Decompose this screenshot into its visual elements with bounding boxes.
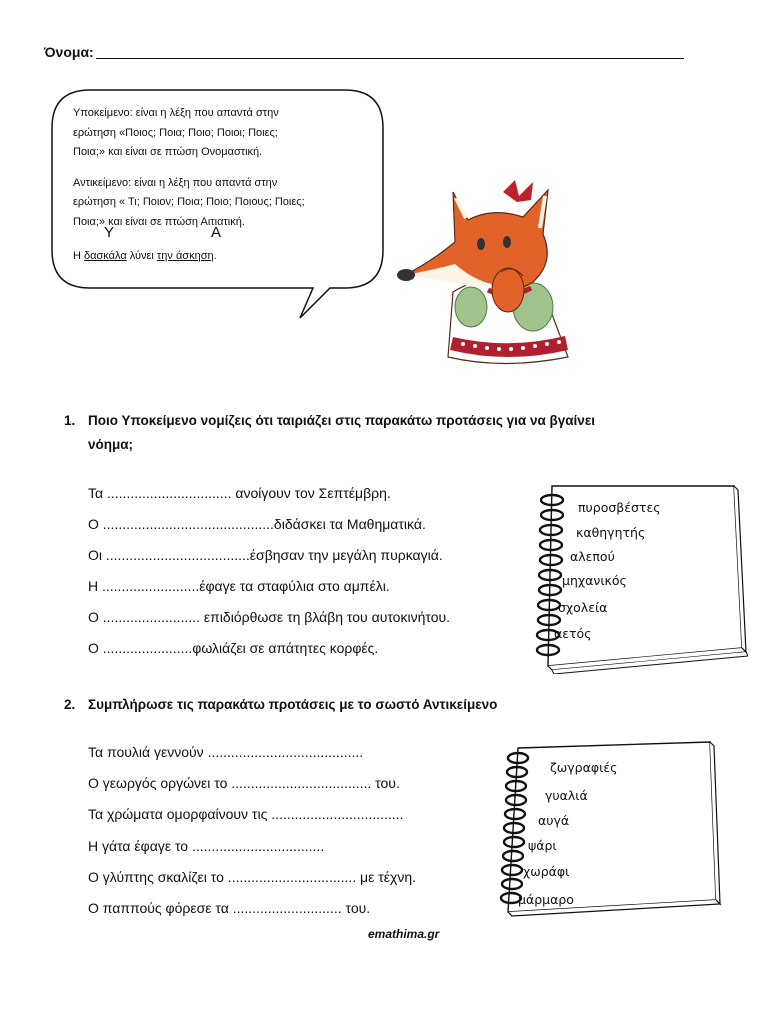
definitions-text: [73, 104, 369, 278]
exercise-1-sentence-2[interactable]: Ο ............................................διδάσκει τα Μαθηματικά.: [88, 516, 426, 532]
exercise-1-sentence-4[interactable]: Η .........................έφαγε τα σταφύλια στο αμπέλι.: [88, 578, 390, 594]
exercise-2-sentence-4[interactable]: Η γάτα έφαγε το ..................................: [88, 838, 325, 854]
object-definition: Αντικείμενο: είναι η λέξη που απαντά στην ερώτηση « Τι; Ποιον; Ποια; Ποιο; Ποιους; Ποιες; Ποια;» και είναι σε πτώση Αιτιατική.: [73, 176, 305, 228]
subject-definition: Υποκείμενο: είναι η λέξη που απαντά στην ερώτηση «Ποιος; Ποια; Ποιο; Ποιοι; Ποιες; Ποια;» και είναι σε πτώση Ονομαστική.: [73, 107, 279, 158]
word-bank-1-item: καθηγητής: [576, 525, 646, 540]
name-label: Όνομα:: [44, 44, 94, 60]
object-mark: Α: [211, 224, 222, 241]
exercise-1-title: 1. Ποιο Υποκείμενο νομίζεις ότι ταιριάζει στις παρακάτω προτάσεις για να βγαίνει νόημα;: [64, 413, 595, 452]
word-bank-1-item: αετός: [554, 626, 592, 641]
exercise-1-sentence-5[interactable]: Ο ......................... επιδιόρθωσε τη βλάβη του αυτοκινήτου.: [88, 609, 451, 625]
subject-mark: Υ: [104, 224, 115, 241]
word-bank-2-item: ψάρι: [528, 838, 557, 853]
word-bank-2-item: μάρμαρο: [518, 892, 574, 907]
word-bank-2-item: χωράφι: [523, 864, 570, 879]
site-credit: emathima.gr: [368, 927, 440, 941]
example-object: την άσκηση: [156, 250, 214, 262]
exercise-2-sentence-6[interactable]: Ο παππούς φόρεσε τα ............................ του.: [88, 900, 371, 916]
exercise-2-sentence-1[interactable]: Τα πουλιά γεννούν ........................................: [88, 744, 364, 760]
word-bank-2-item: ζωγραφιές: [550, 760, 618, 775]
word-bank-2-item: αυγά: [538, 813, 570, 828]
exercise-2-sentence-2[interactable]: Ο γεωργός οργώνει το .................................... του.: [88, 775, 400, 791]
exercise-2-sentence-5[interactable]: Ο γλύπτης σκαλίζει το ................................. με τέχνη.: [88, 869, 417, 885]
exercise-2-title: 2. Συμπλήρωσε τις παρακάτω προτάσεις με το σωστό Αντικείμενο: [64, 697, 498, 712]
word-bank-1-item: πυροσβέστες: [578, 500, 661, 515]
word-bank-1-item: μηχανικός: [562, 573, 627, 588]
example-sentence: Η δασκάλα λύνει την άσκηση.: [73, 250, 217, 262]
word-bank-1-item: σχολεία: [558, 600, 608, 615]
exercise-1-sentence-1[interactable]: Τα ................................ ανοίγουν τον Σεπτέμβρη.: [88, 485, 391, 501]
exercise-1-sentence-3[interactable]: Οι .....................................έσβησαν την μεγάλη πυρκαγιά.: [88, 547, 443, 563]
word-bank-1-item: αλεπού: [570, 549, 615, 564]
exercise-2-sentence-3[interactable]: Τα χρώματα ομορφαίνουν τις ..................................: [88, 806, 404, 822]
example-subject: δασκάλα: [84, 250, 127, 262]
word-bank-2-item: γυαλιά: [545, 788, 588, 803]
fox-teacher-illustration: [393, 172, 593, 372]
exercise-1-sentence-6[interactable]: Ο .......................φωλιάζει σε απάτητες κορφές.: [88, 640, 379, 656]
